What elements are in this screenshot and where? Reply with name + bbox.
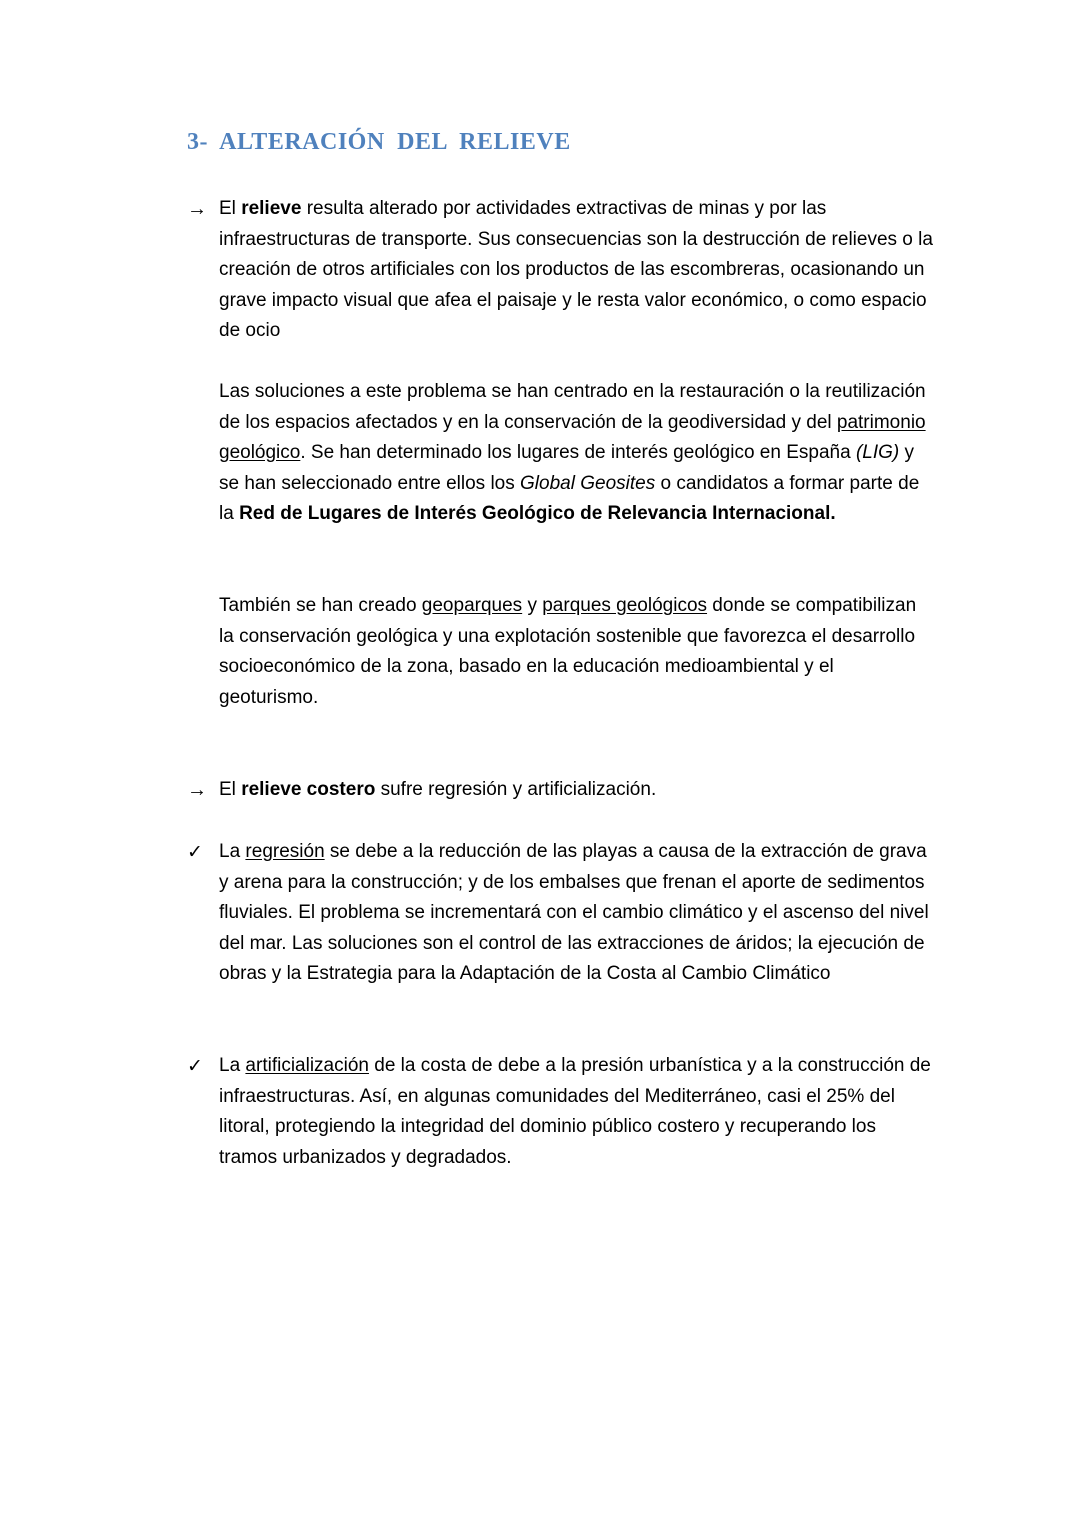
text-run: resulta alterado por actividades extractivas de minas y por las infraestructuras de transporte. Sus consecuencias son la destrucción de relieves o la creación de otros artificiales con los productos de las escombreras, ocasionando un grave impacto visual que afea el paisaje y le resta valor económico, o como espacio de ocio (219, 198, 933, 341)
text-run: . Se han determinado los lugares de interés geológico en España (300, 442, 856, 463)
geoparques-paragraph (219, 591, 934, 713)
text-run: de la costa de debe a la presión urbanística y a la construcción de infraestructuras. Así, en algunas comunidades del Mediterráneo, casi el 25% del litoral, protegiendo la integridad del dominio público costero y recuperando los tramos urbanizados y degradados. (219, 1055, 931, 1168)
text-run: La (219, 841, 246, 862)
soluciones-paragraph (219, 377, 934, 530)
underlined-term-patrimonio: patrimonio geológico (219, 411, 926, 463)
italic-term-global-geosites: Global Geosites (520, 472, 656, 494)
text-run: También se han creado (219, 595, 422, 616)
text-run: El (219, 779, 242, 800)
text-run: Las soluciones a este problema se han centrado en la restauración o la reutilización de los espacios afectados y en la conservación de la geodiversidad y del (219, 381, 926, 433)
arrow-bullet-icon: → (187, 779, 207, 801)
italic-term-lig: (LIG) (855, 442, 900, 463)
text-run: y se han seleccionado entre ellos los (219, 442, 914, 494)
text-run: y (522, 595, 543, 616)
regresion-paragraph (219, 837, 934, 990)
relieve-bullet-block (187, 194, 947, 347)
relieve-paragraph (219, 194, 934, 347)
artificializacion-paragraph (219, 1051, 934, 1173)
relieve-costero-paragraph (219, 775, 934, 806)
checkmark-bullet-icon: ✓ (187, 1055, 203, 1077)
artificializacion-check-block (187, 1051, 947, 1173)
underlined-term-regresion: regresión (245, 841, 325, 862)
text-run: sufre regresión y artificialización. (375, 779, 657, 800)
underlined-term-artificializacion: artificialización (245, 1055, 369, 1076)
text-run: se debe a la reducción de las playas a causa de la extracción de grava y arena para la construcción; y de los embalses que frenan el aporte de sedimentos fluviales. El problema se incrementará con el cambio climático y el ascenso del nivel del mar. Las soluciones son el control de las extracciones de áridos; la ejecución de obras y la Estrategia para la Adaptación de la Costa al Cambio Climático (219, 841, 929, 984)
underlined-term-parques-geologicos: parques geológicos (542, 595, 708, 616)
checkmark-bullet-icon: ✓ (187, 841, 203, 863)
geoparques-block (187, 591, 947, 713)
relieve-costero-bullet-block (187, 775, 947, 806)
bold-term-relieve: relieve (241, 198, 302, 219)
soluciones-block (187, 377, 947, 530)
bold-term-red-lugares: Red de Lugares de Interés Geológico de Relevancia Internacional. (239, 503, 836, 524)
arrow-bullet-icon: → (187, 198, 207, 220)
underlined-term-geoparques: geoparques (421, 595, 523, 616)
text-run: La (219, 1055, 246, 1076)
text-run: o candidatos a formar parte de la (219, 472, 920, 524)
text-run: El (219, 198, 242, 219)
bold-term-relieve-costero: relieve costero (241, 779, 376, 800)
regresion-check-block (187, 837, 947, 990)
section-heading: 3- ALTERACIÓN DEL RELIEVE (187, 129, 571, 155)
text-run: donde se compatibilizan la conservación geológica y una explotación sostenible que favorezca el desarrollo socioeconómico de la zona, basado en la educación medioambiental y el geoturismo. (219, 595, 917, 708)
